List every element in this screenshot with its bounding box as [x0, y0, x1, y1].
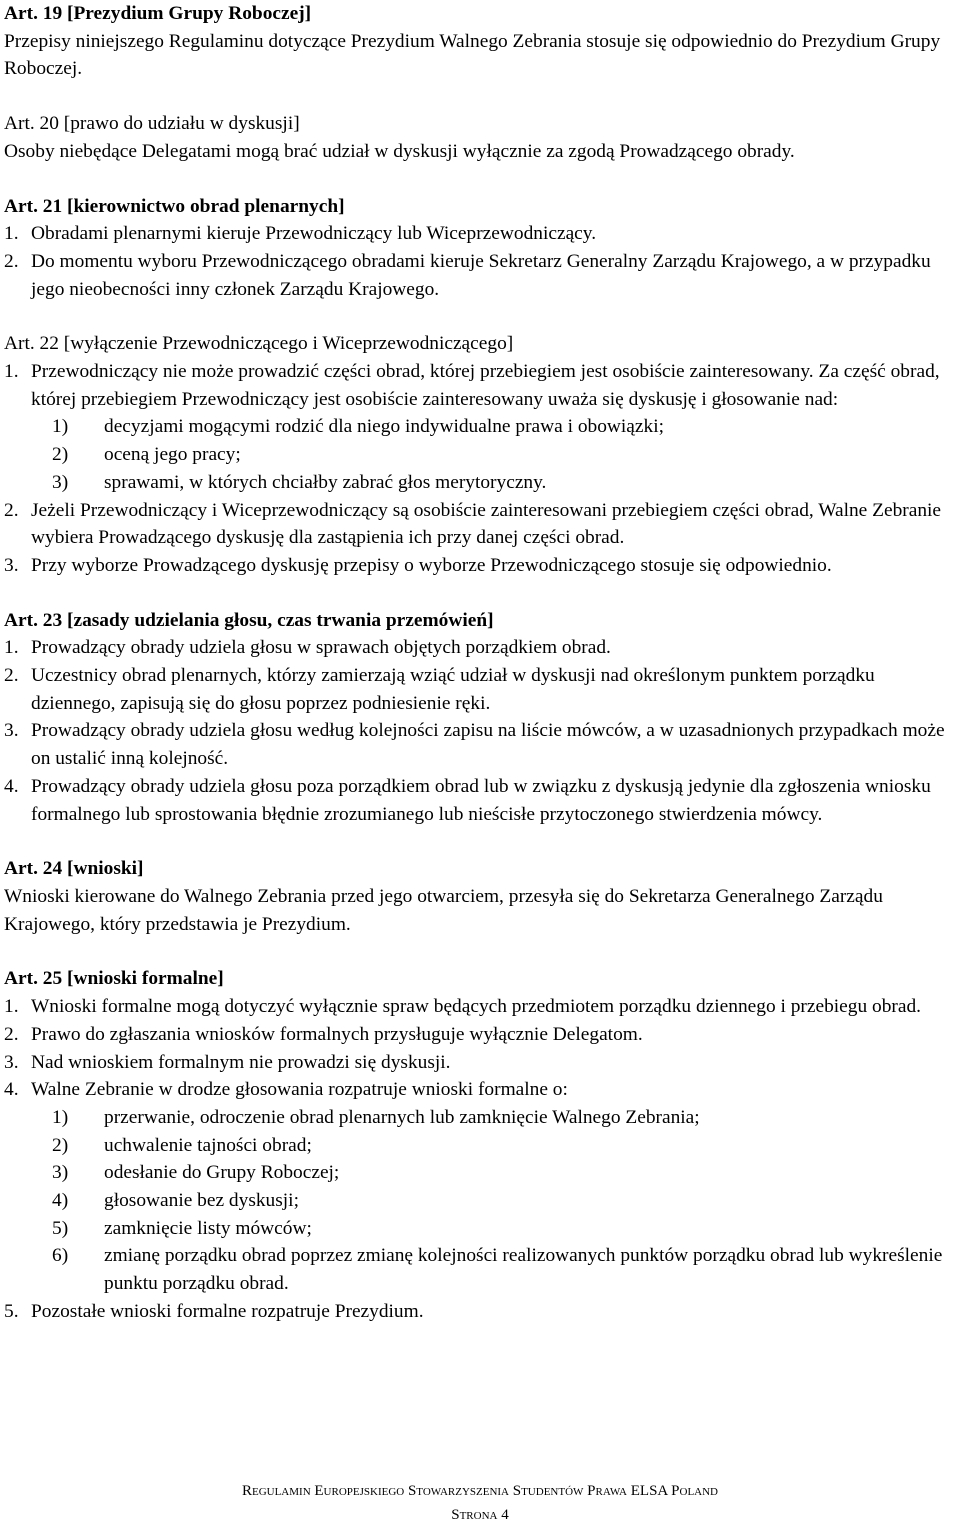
item-text: Prowadzący obrady udziela głosu według kolejności zapisu na liście mówców, a w uzasadnionych przypadkach może on ustalić inną kolejność. [31, 720, 945, 770]
article-text: Osoby niebędące Delegatami mogą brać udział w dyskusji wyłącznie za zgodą Prowadzącego obrady. [4, 140, 795, 162]
sub-item [52, 469, 956, 497]
item-text: Uczestnicy obrad plenarnych, którzy zamierzają wziąć udział w dyskusji nad określonym punktem porządku dziennego, zapisują się do głosu poprzez podniesienie ręki. [31, 665, 875, 714]
article-heading: Art. 24 [wnioski] [4, 858, 144, 880]
article-22 [4, 330, 956, 579]
list-item [4, 552, 956, 580]
item-text: Walne Zebranie w drodze głosowania rozpatruje wnioski formalne o: [31, 1079, 568, 1101]
list-item [4, 497, 956, 552]
article-text: Przepisy niniejszego Regulaminu dotyczące Prezydium Walnego Zebrania stosuje się odpowiednio do Prezydium Grupy Roboczej. [4, 30, 941, 80]
sub-item [52, 1159, 956, 1187]
list-item [4, 1021, 956, 1049]
page-number: Strona 4 [451, 1507, 509, 1523]
sub-item [52, 1132, 956, 1160]
sub-item-text: przerwanie, odroczenie obrad plenarnych lub zamknięcie Walnego Zebrania; [104, 1106, 700, 1128]
list-item [4, 773, 956, 828]
page-footer [0, 1479, 960, 1527]
list-item [4, 634, 956, 662]
sub-item [52, 1104, 956, 1132]
article-23 [4, 607, 956, 829]
list-item [4, 717, 956, 772]
sub-item-text: odesłanie do Grupy Roboczej; [104, 1162, 340, 1184]
item-number: 4. [4, 1079, 19, 1101]
list-item [4, 1298, 956, 1326]
footer-title: Regulamin Europejskiego Stowarzyszenia Studentów Prawa ELSA Poland [241, 1483, 719, 1499]
list-item [4, 248, 956, 303]
item-text: Nad wnioskiem formalnym nie prowadzi się dyskusji. [31, 1051, 451, 1073]
sub-item-text: uchwalenie tajności obrad; [104, 1134, 312, 1156]
item-number: 3. [4, 720, 19, 742]
article-text: Wnioski kierowane do Walnego Zebrania przed jego otwarciem, przesyła się do Sekretarza Generalnego Zarządu Krajowego, który przedstawia je Prezydium. [4, 885, 883, 935]
sub-item-text: oceną jego pracy; [104, 444, 241, 466]
sub-item-text: decyzjami mogącymi rodzić dla niego indywidualne prawa i obowiązki; [104, 416, 664, 438]
item-number: 1. [4, 996, 19, 1018]
article-heading: Art. 21 [kierownictwo obrad plenarnych] [4, 195, 345, 217]
item-number: 2. [4, 665, 19, 687]
list-item [4, 358, 956, 413]
item-text: Prowadzący obrady udziela głosu poza porządkiem obrad lub w związku z dyskusją jedynie dla zgłoszenia wniosku formalnego lub sprostowania błędnie zrozumianego lub nieścisłe przytoczonego stwierdzenia mówcy. [31, 775, 931, 825]
sub-item-number: 2) [52, 1134, 69, 1156]
sub-item [52, 1242, 956, 1297]
item-number: 1. [4, 637, 19, 659]
sub-item-text: zmianę porządku obrad poprzez zmianę kolejności realizowanych punktów porządku obrad lub wykreślenie punktu porządku obrad. [104, 1245, 943, 1295]
list-item [4, 220, 956, 248]
article-25 [4, 965, 956, 1325]
item-number: 1. [4, 361, 19, 383]
item-text: Przewodniczący nie może prowadzić części obrad, której przebiegiem jest osobiście zainteresowany. Za część obrad, której przebiegiem Przewodniczący jest osobiście zainteresowany uważa się dyskusję i głosowanie nad: [31, 361, 940, 410]
item-text: Do momentu wyboru Przewodniczącego obradami kieruje Sekretarz Generalny Zarządu Krajowego, a w przypadku jego nieobecności inny członek Zarządu Krajowego. [31, 250, 931, 300]
article-24 [4, 855, 956, 938]
item-text: Pozostałe wnioski formalne rozpatruje Prezydium. [31, 1300, 424, 1322]
sub-item-number: 2) [52, 444, 69, 466]
article-heading: Art. 23 [zasady udzielania głosu, czas trwania przemówień] [4, 609, 494, 631]
list-item [4, 993, 956, 1021]
item-text: Wnioski formalne mogą dotyczyć wyłącznie spraw będących przedmiotem porządku dziennego i przebiegu obrad. [31, 996, 922, 1018]
sub-item [52, 1187, 956, 1215]
item-number: 2. [4, 1023, 19, 1045]
item-text: Jeżeli Przewodniczący i Wiceprzewodniczący są osobiście zainteresowani przebiegiem części obrad, Walne Zebranie wybiera Prowadzącego dyskusję dla zastąpienia ich przy danej części obrad. [31, 499, 942, 549]
item-number: 2. [4, 250, 19, 272]
item-number: 3. [4, 1051, 19, 1073]
sub-item-number: 4) [52, 1190, 69, 1212]
article-heading: Art. 20 [prawo do udziału w dyskusji] [4, 113, 300, 135]
item-text: Obradami plenarnymi kieruje Przewodniczący lub Wiceprzewodniczący. [31, 223, 597, 245]
item-number: 5. [4, 1300, 19, 1322]
sub-item-text: sprawami, w których chciałby zabrać głos merytoryczny. [104, 471, 547, 493]
sub-item-number: 5) [52, 1217, 69, 1239]
list-item [4, 662, 956, 717]
sub-item-number: 3) [52, 1162, 69, 1184]
article-heading: Art. 25 [wnioski formalne] [4, 968, 224, 990]
sub-item-number: 1) [52, 1106, 69, 1128]
sub-item [52, 1215, 956, 1243]
item-number: 2. [4, 499, 19, 521]
sub-item-text: zamknięcie listy mówców; [104, 1217, 312, 1239]
article-21 [4, 193, 956, 304]
list-item [4, 1049, 956, 1077]
sub-item-number: 3) [52, 471, 69, 493]
article-20 [4, 110, 956, 165]
sub-item [52, 413, 956, 441]
item-text: Prowadzący obrady udziela głosu w sprawach objętych porządkiem obrad. [31, 637, 611, 659]
item-number: 4. [4, 775, 19, 797]
sub-item-text: głosowanie bez dyskusji; [104, 1190, 299, 1212]
sub-item-number: 1) [52, 416, 69, 438]
item-number: 3. [4, 554, 19, 576]
sub-item-number: 6) [52, 1245, 69, 1267]
item-text: Przy wyborze Prowadzącego dyskusję przepisy o wyborze Przewodniczącego stosuje się odpowiednio. [31, 554, 832, 576]
article-heading: Art. 22 [wyłączenie Przewodniczącego i Wiceprzewodniczącego] [4, 333, 514, 355]
article-heading: Art. 19 [Prezydium Grupy Roboczej] [4, 3, 312, 24]
article-19 [4, 0, 956, 83]
list-item [4, 1076, 956, 1104]
item-text: Prawo do zgłaszania wniosków formalnych przysługuje wyłącznie Delegatom. [31, 1023, 643, 1045]
item-number: 1. [4, 223, 19, 245]
sub-item [52, 441, 956, 469]
